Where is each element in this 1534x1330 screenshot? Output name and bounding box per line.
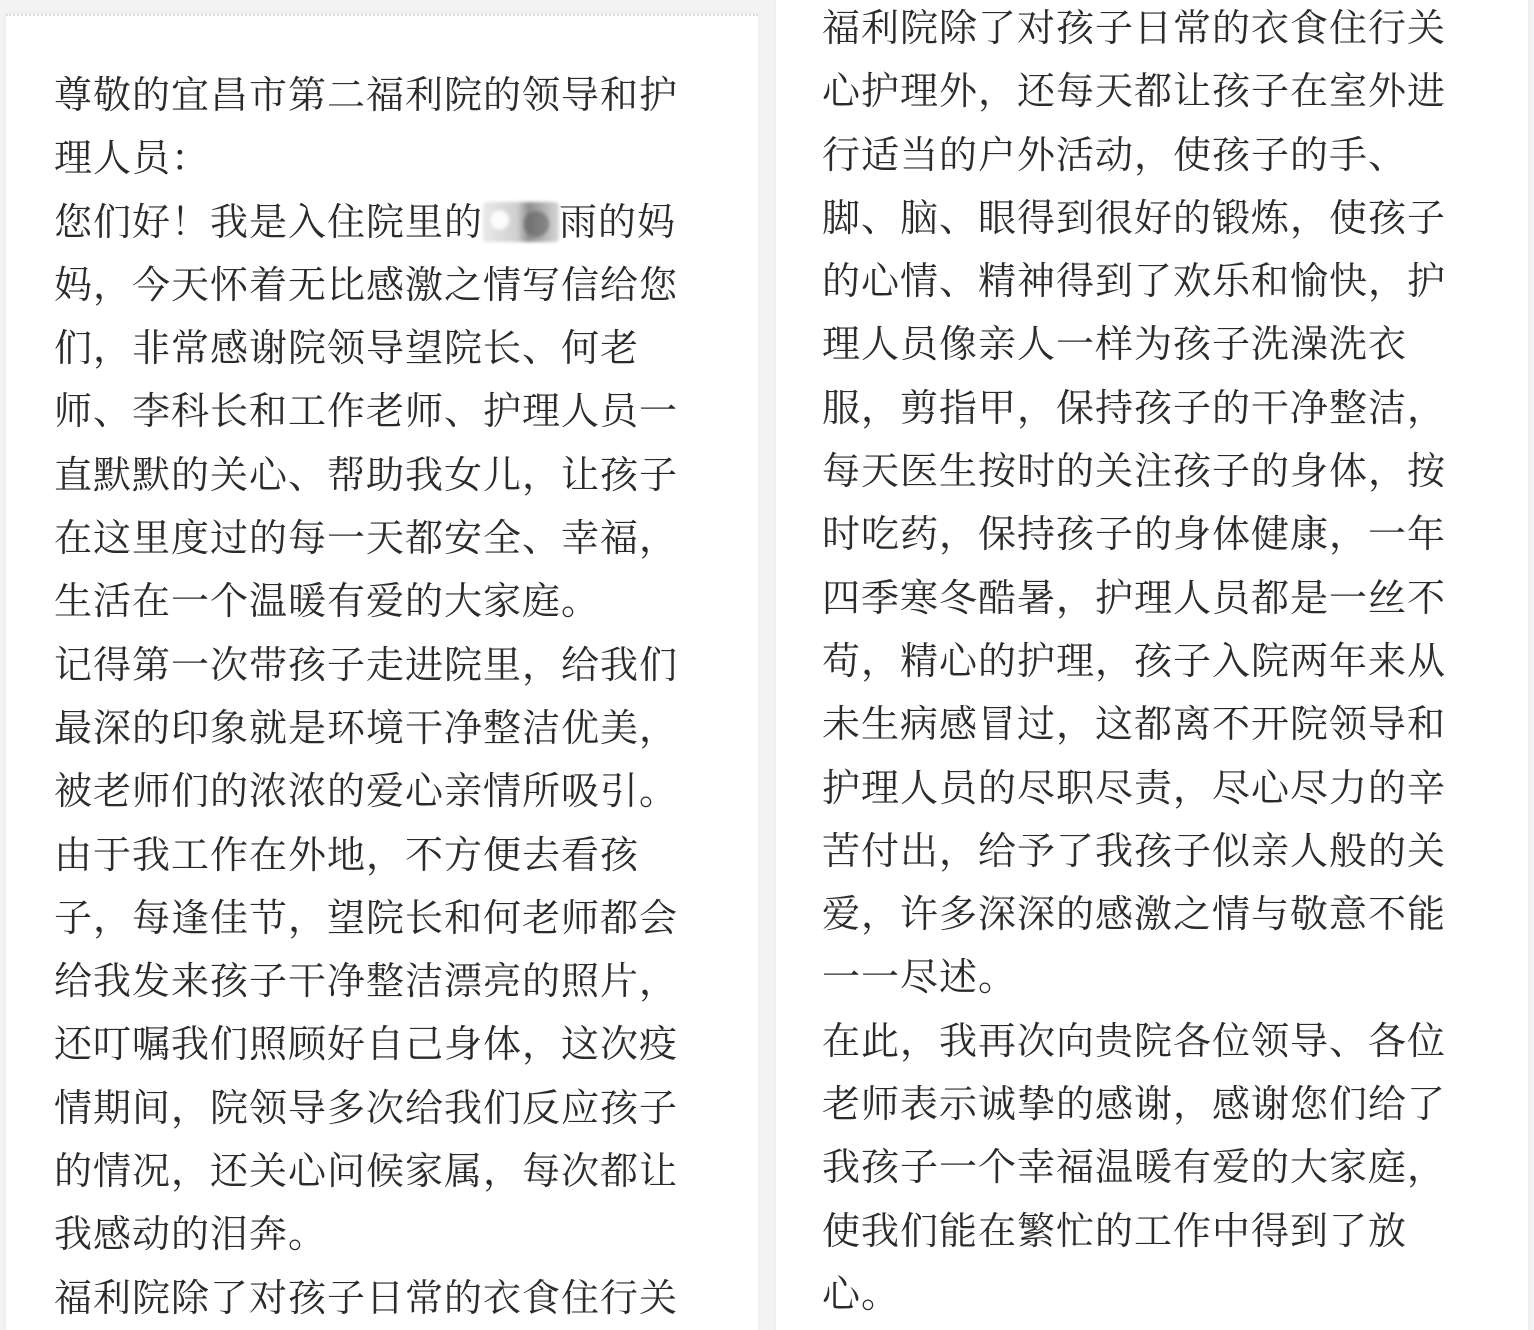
text-line: 老师表示诚挚的感谢，感谢您们给了 (822, 1082, 1447, 1127)
text-line: 理人员像亲人一样为孩子洗澡洗衣 (822, 322, 1408, 367)
text-line: 的心情、精神得到了欢乐和愉快，护 (822, 259, 1447, 304)
text-segment: 您们好！我是入住院里的 (54, 199, 484, 244)
text-line: 护理人员的尽职尽责，尽心尽力的辛 (822, 765, 1447, 810)
text-line: 妈，今天怀着无比感激之情写信给您 (54, 262, 679, 307)
text-line: 爱，许多深深的感激之情与敬意不能 (822, 892, 1447, 937)
text-line: 每天医生按时的关注孩子的身体，按 (822, 449, 1447, 494)
text-segment: 雨的妈 (559, 199, 677, 244)
text-line: 苟，精心的护理，孩子入院两年来从 (822, 638, 1447, 683)
redacted-name-blur (483, 202, 559, 242)
text-line: 师、李科长和工作老师、护理人员一 (54, 389, 679, 434)
text-line: 我感动的泪奔。 (54, 1212, 328, 1257)
text-line: 苦付出，给予了我孩子似亲人般的关 (822, 828, 1447, 873)
text-line: 时吃药，保持孩子的身体健康，一年 (822, 512, 1447, 557)
text-line: 被老师们的浓浓的爱心亲情所吸引。 (54, 769, 679, 814)
letter-text-right (822, 0, 1446, 1326)
text-line: 理人员： (54, 136, 211, 181)
text-line: 们，非常感谢院领导望院长、何老 (54, 326, 640, 371)
text-line: 尊敬的宜昌市第二福利院的领导和护 (54, 73, 679, 117)
text-line: 在此，我再次向贵院各位领导、各位 (822, 1018, 1447, 1063)
letter-page-right (776, 0, 1528, 1330)
text-line: 给我发来孩子干净整洁漂亮的照片， (54, 959, 679, 1004)
text-line: 四季寒冬酷暑，护理人员都是一丝不 (822, 575, 1447, 620)
text-line: 直默默的关心、帮助我女儿，让孩子 (54, 452, 679, 497)
text-line: 未生病感冒过，这都离不开院领导和 (822, 702, 1447, 747)
text-line: 心。 (822, 1271, 901, 1316)
text-line: 在这里度过的每一天都安全、幸福， (54, 516, 679, 561)
text-line: 行适当的户外活动，使孩子的手、 (822, 132, 1408, 177)
text-line: 情期间，院领导多次给我们反应孩子 (54, 1085, 679, 1130)
text-line: 子，每逢佳节，望院长和何老师都会 (54, 895, 679, 940)
text-line: 脚、脑、眼得到很好的锻炼，使孩子 (822, 195, 1447, 240)
text-line: 福利院除了对孩子日常的衣食住行关 (54, 1275, 679, 1320)
text-line: 一一尽述。 (822, 955, 1018, 1000)
text-line: 最深的印象就是环境干净整洁优美， (54, 705, 679, 750)
text-line: 服，剪指甲，保持孩子的干净整洁， (822, 385, 1447, 430)
text-line: 使我们能在繁忙的工作中得到了放 (822, 1208, 1408, 1253)
text-line: 心护理外，还每天都让孩子在室外进 (822, 69, 1447, 114)
text-line: 还叮嘱我们照顾好自己身体，这次疫 (54, 1022, 679, 1067)
text-line: 我孩子一个幸福温暖有爱的大家庭， (822, 1145, 1447, 1190)
letter-page-left (6, 14, 758, 1330)
text-line: 由于我工作在外地，不方便去看孩 (54, 832, 640, 877)
text-line: 记得第一次带孩子走进院里，给我们 (54, 642, 679, 687)
text-line: 福利院除了对孩子日常的衣食住行关 (822, 6, 1447, 50)
text-line (54, 191, 678, 254)
text-line: 生活在一个温暖有爱的大家庭。 (54, 579, 601, 624)
letter-text-left (54, 64, 678, 1330)
text-line: 的情况，还关心问候家属，每次都让 (54, 1149, 679, 1194)
